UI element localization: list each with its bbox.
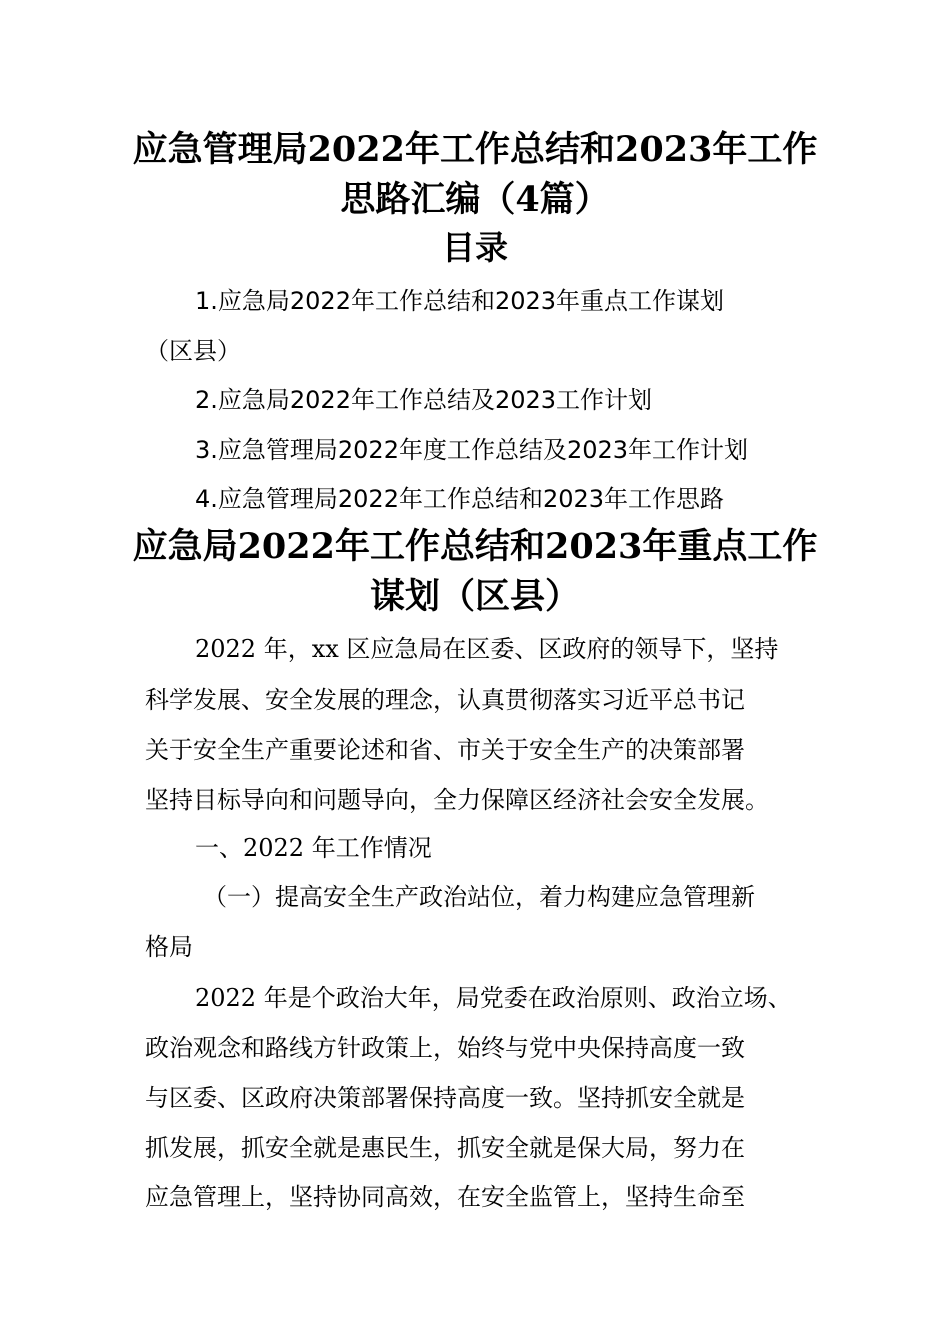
body-line-3: 关于安全生产重要论述和省、市关于安全生产的决策部署: [145, 736, 745, 764]
article-title-line-1: 应急局2022年工作总结和2023年重点工作: [132, 526, 818, 567]
subsection-heading-1-continuation: 格局: [145, 933, 193, 961]
body-line-6: 政治观念和路线方针政策上，始终与党中央保持高度一致: [145, 1034, 745, 1062]
body-line-5: 2022 年是个政治大年，局党委在政治原则、政治立场、: [195, 984, 792, 1012]
toc-heading: 目录: [442, 228, 508, 267]
toc-item-4: 4.应急管理局2022年工作总结和2023年工作思路: [195, 485, 725, 513]
body-line-8: 抓发展，抓安全就是惠民生，抓安全就是保大局，努力在: [145, 1134, 745, 1162]
document-title-line-1: 应急管理局2022年工作总结和2023年工作: [132, 129, 818, 170]
toc-item-1-continuation: （区县）: [145, 337, 241, 365]
toc-item-2: 2.应急局2022年工作总结及2023工作计划: [195, 386, 653, 414]
body-line-1: 2022 年，xx 区应急局在区委、区政府的领导下，坚持: [195, 635, 779, 663]
toc-item-1: 1.应急局2022年工作总结和2023年重点工作谋划: [195, 287, 725, 315]
body-line-9: 应急管理上，坚持协同高效，在安全监管上，坚持生命至: [145, 1183, 745, 1211]
body-line-7: 与区委、区政府决策部署保持高度一致。坚持抓安全就是: [145, 1084, 745, 1112]
body-line-4: 坚持目标导向和问题导向，全力保障区经济社会安全发展。: [145, 786, 769, 814]
toc-item-3: 3.应急管理局2022年度工作总结及2023年工作计划: [195, 436, 749, 464]
section-heading-1: 一、2022 年工作情况: [195, 834, 432, 862]
body-line-2: 科学发展、安全发展的理念，认真贯彻落实习近平总书记: [145, 686, 745, 714]
article-title-line-2: 谋划（区县）: [369, 576, 580, 617]
document-title-line-2: 思路汇编（4篇）: [340, 179, 610, 220]
subsection-heading-1: （一）提高安全生产政治站位，着力构建应急管理新: [203, 883, 755, 911]
